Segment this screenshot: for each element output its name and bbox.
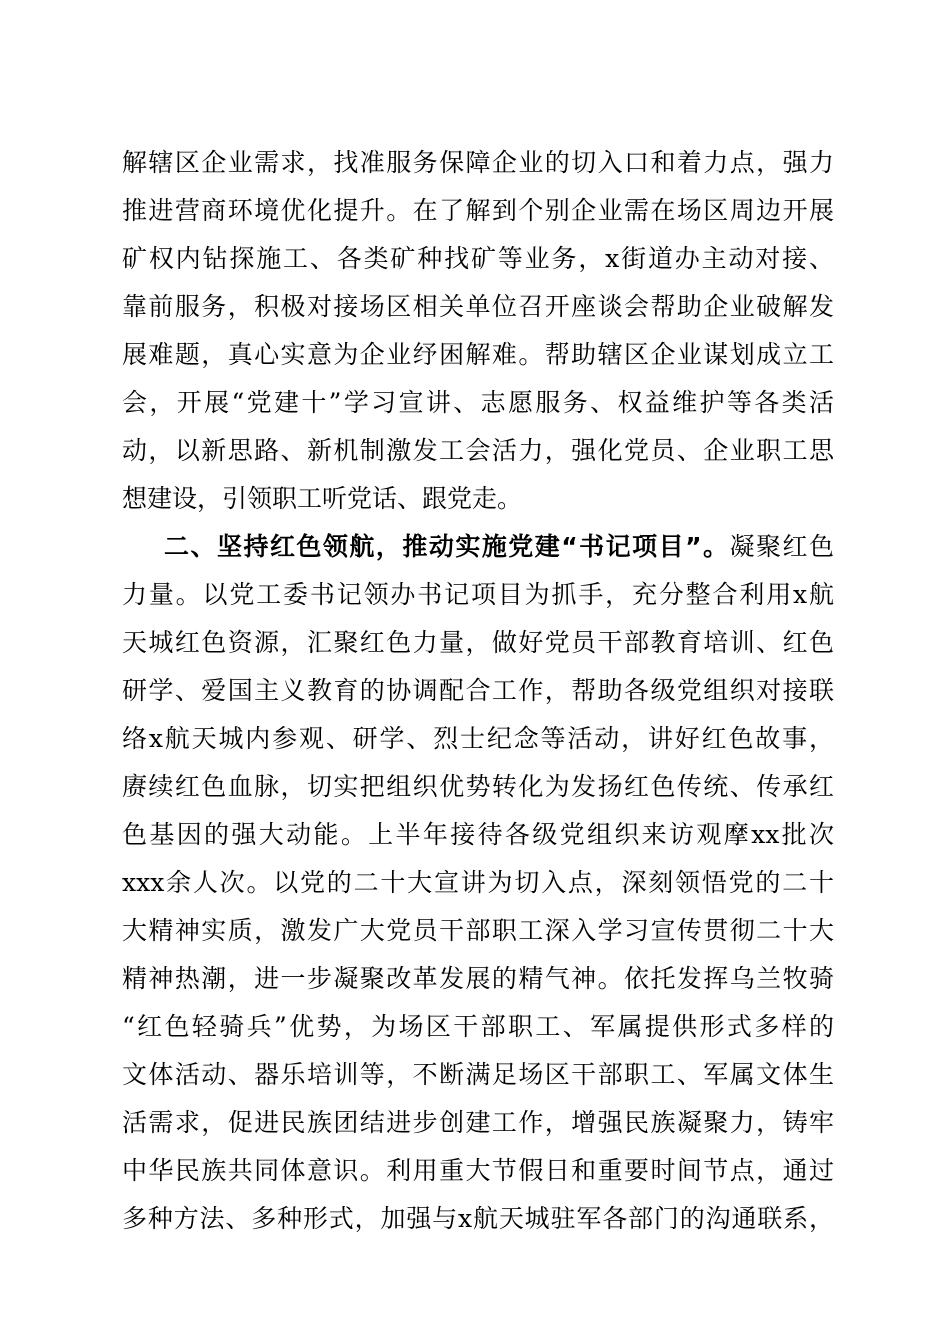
paragraph-line: 矿权内钻探施工、各类矿种找矿等业务，x街道办主动对接、 <box>122 244 834 273</box>
paragraph-line: 色基因的强大动能。上半年接待各级党组织来访观摩xx批次 <box>122 820 834 849</box>
paragraph-line: xxx余人次。以党的二十大宣讲为切入点，深刻领悟党的二十 <box>122 868 834 897</box>
paragraph-line: 精神热潮，进一步凝聚改革发展的精气神。依托发挥乌兰牧骑 <box>122 964 834 993</box>
paragraph-line: 解辖区企业需求，找准服务保障企业的切入口和着力点，强力 <box>122 148 834 177</box>
paragraph-line: 活需求，促进民族团结进步创建工作，增强民族凝聚力，铸牢 <box>122 1108 834 1137</box>
paragraph-line: 赓续红色血脉，切实把组织优势转化为发扬红色传统、传承红 <box>122 772 834 801</box>
paragraph-line: 研学、爱国主义教育的协调配合工作，帮助各级党组织对接联 <box>122 676 834 705</box>
section-first-line-text: 凝聚红色 <box>729 532 834 561</box>
paragraph-line: 动，以新思路、新机制激发工会活力，强化党员、企业职工思 <box>122 436 834 465</box>
paragraph-line: 大精神实质，激发广大党员干部职工深入学习宣传贯彻二十大 <box>122 916 834 945</box>
paragraph-line: 推进营商环境优化提升。在了解到个别企业需在场区周边开展 <box>122 196 834 225</box>
paragraph-line: 展难题，真心实意为企业纾困解难。帮助辖区企业谋划成立工 <box>122 340 834 369</box>
paragraph-line: 多种方法、多种形式，加强与x航天城驻军各部门的沟通联系， <box>122 1204 834 1233</box>
section-heading-line <box>164 523 834 571</box>
paragraph-line: 中华民族共同体意识。利用重大节假日和重要时间节点，通过 <box>122 1156 834 1185</box>
paragraph-line: “红色轻骑兵”优势，为场区干部职工、军属提供形式多样的 <box>122 1012 834 1041</box>
section-heading: 二、坚持红色领航，推动实施党建“书记项目”。 <box>164 532 730 561</box>
paragraph-line: 络x航天城内参观、研学、烈士纪念等活动，讲好红色故事， <box>122 724 834 753</box>
paragraph-line: 靠前服务，积极对接场区相关单位召开座谈会帮助企业破解发 <box>122 292 834 321</box>
paragraph-line: 会，开展“党建十”学习宣讲、志愿服务、权益维护等各类活 <box>122 388 834 417</box>
paragraph-line: 文体活动、器乐培训等，不断满足场区干部职工、军属文体生 <box>122 1060 834 1089</box>
paragraph-line: 天城红色资源，汇聚红色力量，做好党员干部教育培训、红色 <box>122 628 834 657</box>
paragraph-line: 力量。以党工委书记领办书记项目为抓手，充分整合利用x航 <box>122 580 834 609</box>
paragraph-line: 想建设，引领职工听党话、跟党走。 <box>122 484 523 513</box>
